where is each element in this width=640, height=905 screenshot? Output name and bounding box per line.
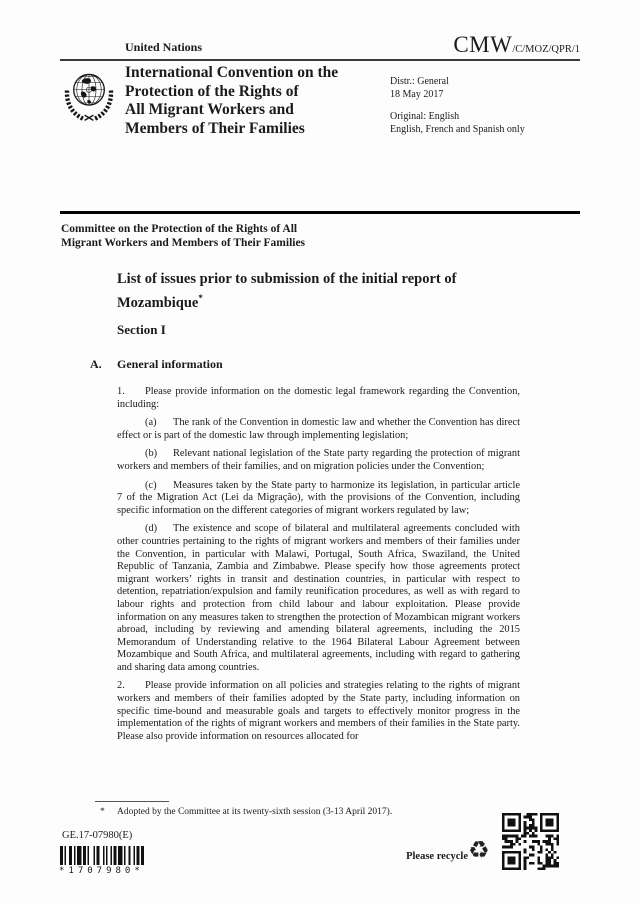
distribution-block	[390, 76, 525, 136]
footnote	[100, 807, 520, 817]
qr-code	[502, 813, 559, 870]
paragraph-letter: (d)	[145, 523, 158, 535]
document-number: GE.17-07980(E)	[62, 830, 133, 841]
recycle-icon: ♻	[468, 836, 490, 864]
committee-heading	[61, 222, 305, 250]
document-symbol-suffix: /C/MOZ/QPR/1	[512, 44, 580, 55]
header-rule	[60, 59, 580, 61]
footnote-separator	[95, 801, 169, 802]
barcode	[60, 846, 144, 865]
paragraph-text: Measures taken by the State party to harmonize its legislation, in particular article 7 of the Migration Act (Lei da Migração), with the provisions of the Convention, including specific information on the different categories of migrant workers regulated by law;	[117, 479, 520, 516]
lettered-paragraph	[117, 480, 520, 518]
lettered-paragraph	[117, 448, 520, 473]
convention-title-line: Members of Their Families	[125, 119, 305, 137]
barcode-text: *1707980*	[59, 866, 144, 876]
subsection-heading	[90, 357, 223, 372]
convention-title-line: All Migrant Workers and	[125, 101, 294, 118]
convention-title-line: Protection of the Rights of	[125, 82, 299, 100]
convention-title-line: International Convention on the	[125, 64, 339, 81]
document-title-line	[117, 289, 456, 313]
document-symbol	[380, 32, 580, 58]
paragraph-text: Please provide information on the domestic legal framework regarding the Convention, including:	[117, 386, 520, 410]
footnote-text: Adopted by the Committee at its twenty-sixth session (3-13 April 2017).	[117, 807, 393, 817]
paragraph-text: Please provide information on all policies and strategies relating to the rights of migrant workers and members of their families adopted by the State party, including information on specific time-bound and measurable goals and targets to effectively monitor progress in the implementation of the rights of migrant workers and members of their families in the State party. Please also provide information on resources allocated for	[117, 680, 520, 742]
un-name: United Nations	[125, 40, 203, 54]
paragraph-text: The rank of the Convention in domestic law and whether the Convention has direct effect or is part of the domestic law through implementing legislation;	[117, 417, 520, 441]
paragraph-text: Relevant national legislation of the State party regarding the protection of migrant workers and members of their families, and on migration policies under the Convention;	[117, 448, 520, 472]
subsection-label: A.	[90, 357, 102, 371]
paragraph-letter: (b)	[145, 448, 158, 460]
paragraph-number: 2.	[117, 680, 125, 692]
committee-heading-line: Committee on the Protection of the Rights of All	[61, 223, 298, 235]
document-title-country: Mozambique	[117, 294, 199, 311]
original-language: Original: English	[390, 111, 460, 122]
footnote-marker: *	[100, 807, 105, 817]
convention-title	[125, 64, 338, 138]
paragraph-letter: (a)	[145, 417, 157, 429]
document-symbol-main: CMW	[453, 32, 513, 57]
lettered-paragraph	[117, 417, 520, 442]
paragraph-letter: (c)	[145, 479, 157, 491]
un-emblem-icon	[61, 66, 117, 124]
paragraph-number: 1.	[117, 386, 125, 397]
distribution-type: Distr.: General	[390, 76, 449, 87]
section-heading: Section I	[117, 322, 166, 337]
body-text	[117, 386, 520, 749]
subsection-title: General information	[117, 357, 223, 371]
committee-heading-line: Migrant Workers and Members of Their Families	[61, 237, 306, 249]
document-title-line: List of issues prior to submission of the initial report of	[117, 271, 457, 287]
numbered-paragraph	[117, 386, 520, 411]
available-languages: English, French and Spanish only	[390, 123, 525, 135]
paragraph-text: The existence and scope of bilateral and multilateral agreements concluded with other countries pertaining to the rights of migrant workers and members of their families under the Convention, in particular with Malawi, Portugal, South Africa, Swaziland, the United Republic of Tanzania, Zambia and Zimbabwe. Please specify how those agreements protect migrant workers’ rights in transit and destination countries, in particular with respect to detention, repatriation/expulsion and family reunification procedures, as well as with regard to labour rights and protection from child labour and labour exploitation. Please provide information on any measures taken to strengthen the protection of Mozambican migrant workers abroad, including by reviewing and amending bilateral agreements, including the 2015 Memorandum of Understanding relative to the 1964 Bilateral Labour Agreement between Mozambique and South Africa, and multilateral agreements, including with regard to gathering and sharing data among countries.	[117, 523, 520, 673]
document-title	[117, 270, 456, 313]
numbered-paragraph	[117, 680, 520, 743]
lettered-paragraph	[117, 523, 520, 674]
section-rule	[60, 211, 580, 214]
footnote-marker: *	[198, 293, 203, 303]
recycle-label: Please recycle	[406, 851, 468, 862]
document-date: 18 May 2017	[390, 88, 444, 100]
